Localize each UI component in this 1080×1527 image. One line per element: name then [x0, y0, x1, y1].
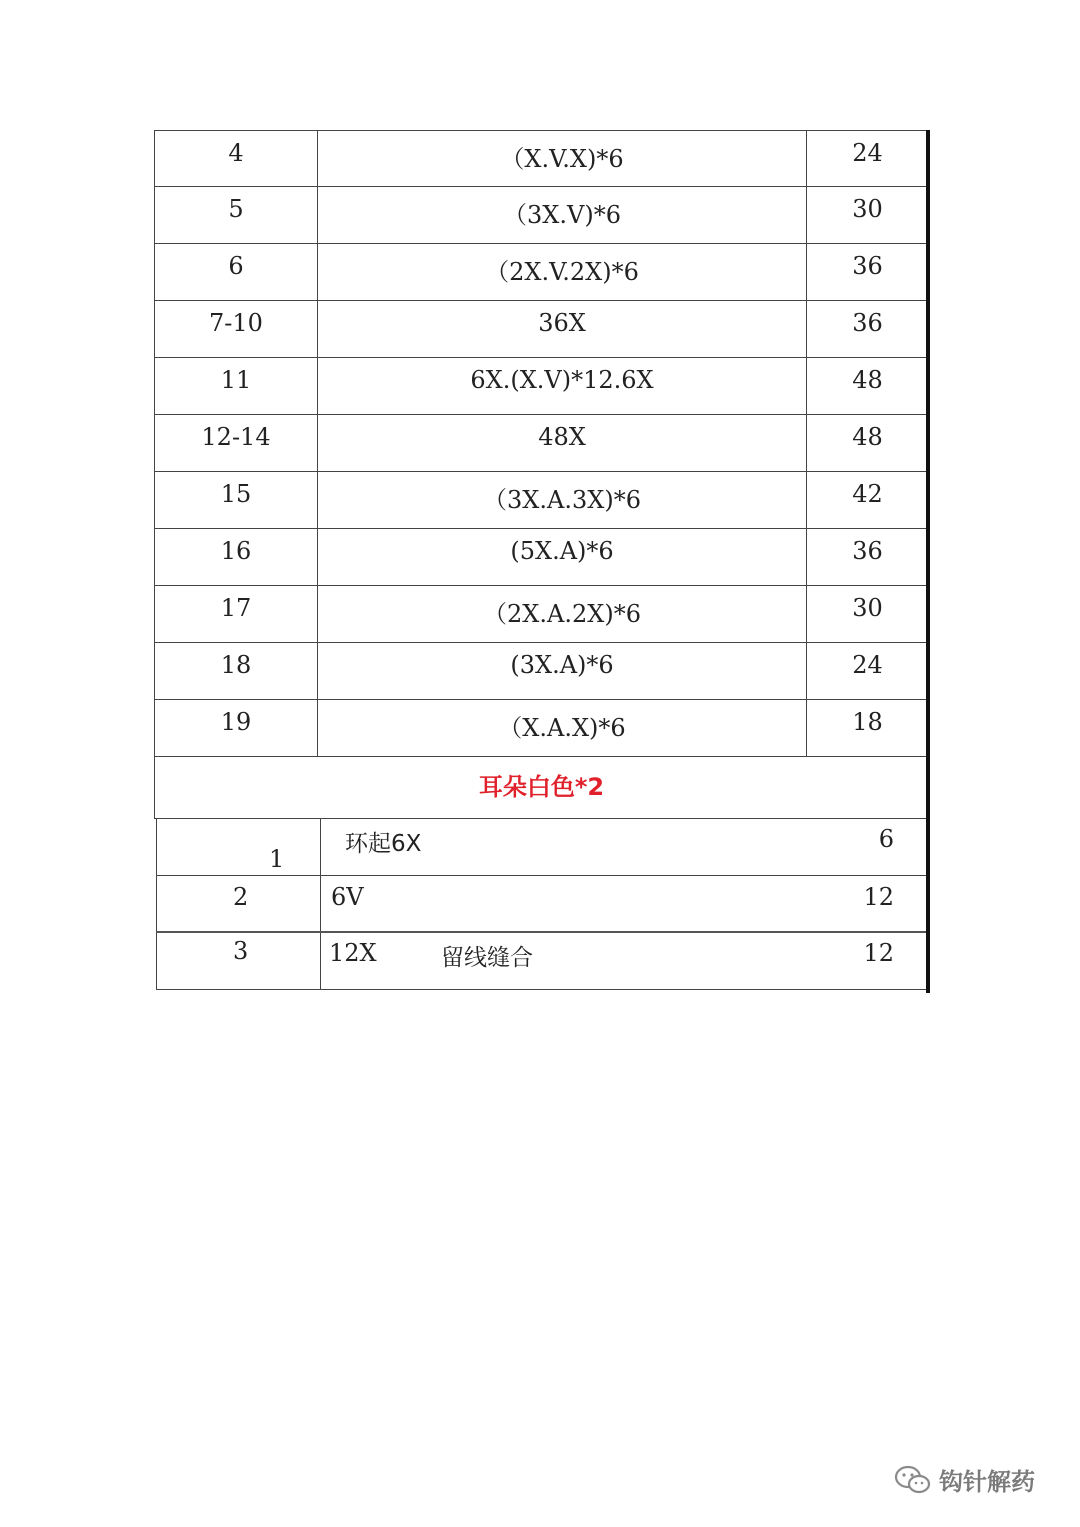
round-cell: 19 — [154, 700, 318, 756]
count-cell: 42 — [852, 480, 883, 508]
pattern-cell — [321, 876, 928, 931]
table-row — [154, 586, 928, 643]
count-label: 12 — [863, 883, 894, 911]
pattern-cell: （3X.V)*6 — [318, 187, 807, 243]
pattern-label: 12X — [329, 939, 377, 967]
main-rows — [154, 130, 928, 757]
count-cell: 36 — [852, 252, 883, 280]
pattern-cell: （X.V.X)*6 — [318, 131, 807, 186]
round-cell — [156, 933, 321, 989]
count-cell: 30 — [852, 195, 883, 223]
table-row — [154, 529, 928, 586]
count-cell: 30 — [852, 594, 883, 622]
note-label: 留线缝合 — [441, 945, 533, 971]
watermark-text: 钩针解药 — [939, 1468, 1035, 1496]
pattern-cell: 48X — [318, 415, 807, 471]
table-row — [154, 130, 928, 187]
table-right-border — [926, 130, 930, 993]
round-cell: 11 — [154, 358, 318, 414]
table-row — [154, 244, 928, 301]
crochet-pattern-table — [154, 130, 928, 990]
table-row — [154, 700, 928, 757]
round-label: 2 — [233, 883, 249, 911]
pattern-cell: （2X.V.2X)*6 — [318, 244, 807, 300]
table-row — [154, 358, 928, 415]
count-cell: 48 — [852, 423, 883, 451]
ears-rows — [154, 819, 928, 990]
table-row — [154, 187, 928, 244]
table-row — [156, 933, 928, 990]
round-cell: 7-10 — [154, 301, 318, 357]
ears-section-title: 耳朵白色*2 — [478, 773, 605, 801]
pattern-cell: （X.A.X)*6 — [318, 700, 807, 756]
count-cell: 36 — [852, 309, 883, 337]
table-row — [154, 472, 928, 529]
count-cell: 36 — [852, 537, 883, 565]
table-row — [156, 819, 928, 876]
round-cell: 15 — [154, 472, 318, 528]
pattern-cell: （2X.A.2X)*6 — [318, 586, 807, 642]
ears-section-header — [154, 757, 928, 819]
pattern-cell — [321, 819, 928, 875]
count-label: 12 — [863, 939, 894, 967]
pattern-cell: 36X — [318, 301, 807, 357]
round-cell: 5 — [154, 187, 318, 243]
table-row — [154, 643, 928, 700]
pattern-cell: 6X.(X.V)*12.6X — [318, 358, 807, 414]
table-row — [154, 415, 928, 472]
round-cell: 17 — [154, 586, 318, 642]
count-cell: 24 — [852, 651, 883, 679]
table-row — [156, 876, 928, 933]
count-cell: 48 — [852, 366, 883, 394]
pattern-cell: (5X.A)*6 — [318, 529, 807, 585]
count-label: 6 — [878, 825, 894, 853]
pattern-cell: (3X.A)*6 — [318, 643, 807, 699]
round-cell — [156, 876, 321, 931]
count-cell: 18 — [852, 708, 883, 736]
pattern-cell — [321, 933, 928, 989]
table-row — [154, 301, 928, 358]
pattern-cell: （3X.A.3X)*6 — [318, 472, 807, 528]
round-cell: 18 — [154, 643, 318, 699]
round-cell: 12-14 — [154, 415, 318, 471]
count-cell: 24 — [852, 139, 883, 167]
round-cell — [156, 819, 321, 875]
round-cell: 6 — [154, 244, 318, 300]
round-cell: 4 — [154, 131, 318, 186]
pattern-label: 环起6X — [345, 831, 422, 857]
pattern-label: 6V — [331, 883, 364, 911]
watermark — [893, 1462, 1035, 1497]
wechat-icon — [893, 1464, 933, 1496]
round-label: 1 — [269, 845, 285, 873]
round-cell: 16 — [154, 529, 318, 585]
round-label: 3 — [233, 937, 249, 965]
